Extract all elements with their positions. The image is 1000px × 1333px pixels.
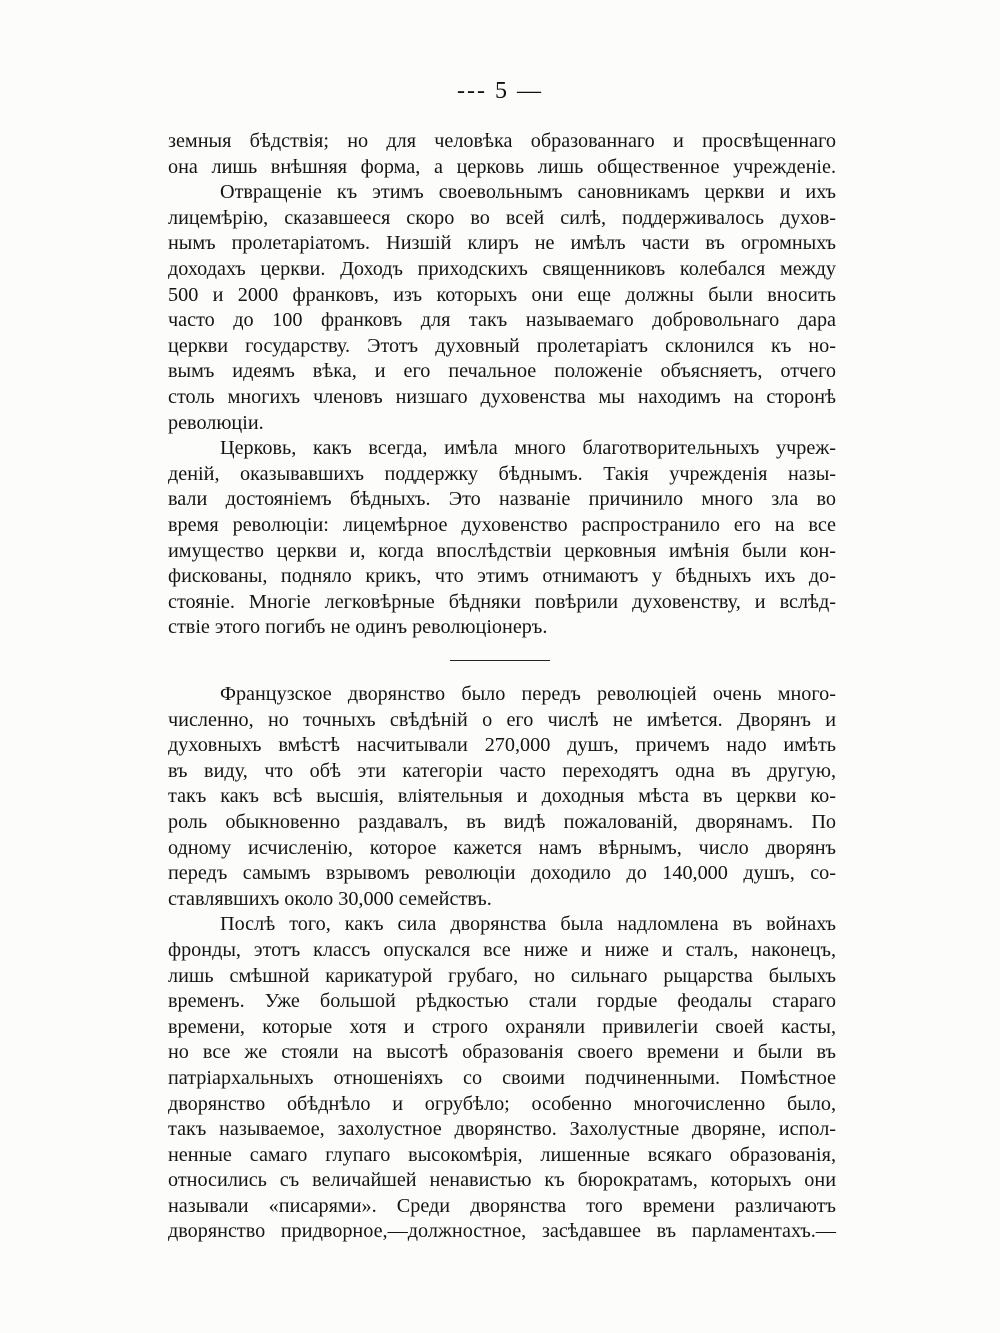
text-line: дворянство придворное,—должностное, засѣдавшее въ парламентахъ.— bbox=[168, 1220, 836, 1243]
text-line: времени, которые хотя и строго охраняли привилегіи своей касты, bbox=[168, 1015, 836, 1038]
text-line: одному исчисленію, которое кажется намъ вѣрнымъ, число дворянъ bbox=[168, 836, 836, 859]
text-line: вали достояніемъ бѣдныхъ. Это названіе причинило много зла во bbox=[168, 488, 836, 511]
text-block-nobility bbox=[168, 682, 836, 1245]
text-line: часто до 100 франковъ для такъ называемаго добровольнаго дара bbox=[168, 309, 836, 332]
text-line: фронды, этотъ классъ опускался все ниже и ниже и сталъ, наконецъ, bbox=[168, 938, 836, 961]
text-line: называли «писарями». Среди дворянства того времени различаютъ bbox=[168, 1194, 836, 1217]
text-line: имущество церкви и, когда впослѣдствіи церковныя имѣнія были кон- bbox=[168, 539, 836, 562]
text-line: дворянство обѣднѣло и огрубѣло; особенно многочисленно было, bbox=[168, 1092, 836, 1115]
text-line: ненные самаго глупаго высокомѣрія, лишенные всякаго образованія, bbox=[168, 1143, 836, 1166]
text-line: нымъ пролетаріатомъ. Низшій клиръ не имѣлъ части въ огромныхъ bbox=[168, 232, 836, 255]
text-line: ставлявшихъ около 30,000 семействъ. bbox=[168, 887, 492, 910]
text-line: относились съ величайшей ненавистью къ бюрократамъ, которыхъ они bbox=[168, 1169, 836, 1192]
text-line: лицемѣрію, сказавшееся скоро во всей силѣ, поддерживалось духов- bbox=[168, 206, 836, 229]
text-line: Церковь, какъ всегда, имѣла много благотворительныхъ учреж- bbox=[220, 437, 836, 460]
text-line: Французское дворянство было передъ революціей очень много- bbox=[220, 683, 836, 705]
text-line: Отвращеніе къ этимъ своевольнымъ сановникамъ церкви и ихъ bbox=[220, 181, 836, 204]
text-line: патріархальныхъ отношеніяхъ со своими подчиненными. Помѣстное bbox=[168, 1066, 836, 1089]
text-line: такъ называемое, захолустное дворянство. Захолустные дворяне, испол- bbox=[168, 1118, 836, 1141]
text-line: 500 и 2000 франковъ, изъ которыхъ они еще должны были вносить bbox=[168, 283, 836, 306]
text-line: роль обыкновенно раздавалъ, въ видѣ пожалованій, дворянамъ. По bbox=[168, 810, 836, 833]
text-line: она лишь внѣшняя форма, а церковь лишь общественное учрежденіе. bbox=[168, 155, 836, 178]
text-line: доходахъ церкви. Доходъ приходскихъ священниковъ колебался между bbox=[168, 257, 836, 280]
text-line: столь многихъ членовъ низшаго духовенства мы находимъ на сторонѣ bbox=[168, 385, 836, 408]
text-line: земныя бѣдствія; но для человѣка образованнаго и просвѣщеннаго bbox=[168, 130, 836, 152]
text-line: такъ какъ всѣ высшія, вліятельныя и доходныя мѣста въ церкви ко- bbox=[168, 785, 836, 808]
text-line: вымъ идеямъ вѣка, и его печальное положеніе объясняетъ, отчего bbox=[168, 360, 836, 383]
text-line: но все же стояли на высотѣ образованія своего времени и были въ bbox=[168, 1041, 836, 1064]
text-line: духовныхъ вмѣстѣ насчитывали 270,000 душъ, причемъ надо имѣть bbox=[168, 734, 836, 757]
text-block-clergy bbox=[168, 129, 836, 641]
text-line: въ виду, что обѣ эти категоріи часто переходятъ одна въ другую, bbox=[168, 759, 836, 782]
text-line: церкви государству. Этотъ духовный пролетаріатъ склонился къ но- bbox=[168, 334, 836, 357]
text-line: временъ. Уже большой рѣдкостью стали гордые феодалы стараго bbox=[168, 990, 836, 1013]
text-line: передъ самымъ взрывомъ революціи доходило до 140,000 душъ, со- bbox=[168, 862, 836, 885]
text-line: революціи. bbox=[168, 411, 264, 434]
page-number: --- 5 — bbox=[457, 78, 543, 104]
text-line: Послѣ того, какъ сила дворянства была надломлена въ войнахъ bbox=[220, 913, 836, 936]
text-line: фискованы, подняло крикъ, что этимъ отнимаютъ у бѣдныхъ ихъ до- bbox=[168, 565, 836, 588]
text-line: ствіе этого погибъ не одинъ революціонеръ. bbox=[168, 616, 548, 639]
text-line: стояніе. Многіе легковѣрные бѣдняки повѣрили духовенству, и вслѣд- bbox=[168, 590, 836, 613]
text-line: деній, оказывавшихъ поддержку бѣднымъ. Такія учрежденія назы- bbox=[168, 462, 836, 485]
section-divider bbox=[450, 660, 550, 661]
text-line: время революціи: лицемѣрное духовенство распространило его на все bbox=[168, 513, 836, 536]
text-line: лишь смѣшной карикатурой грубаго, но сильнаго рыцарства былыхъ bbox=[168, 964, 836, 987]
text-line: численно, но точныхъ свѣдѣній о его числѣ не имѣется. Дворянъ и bbox=[168, 708, 836, 731]
